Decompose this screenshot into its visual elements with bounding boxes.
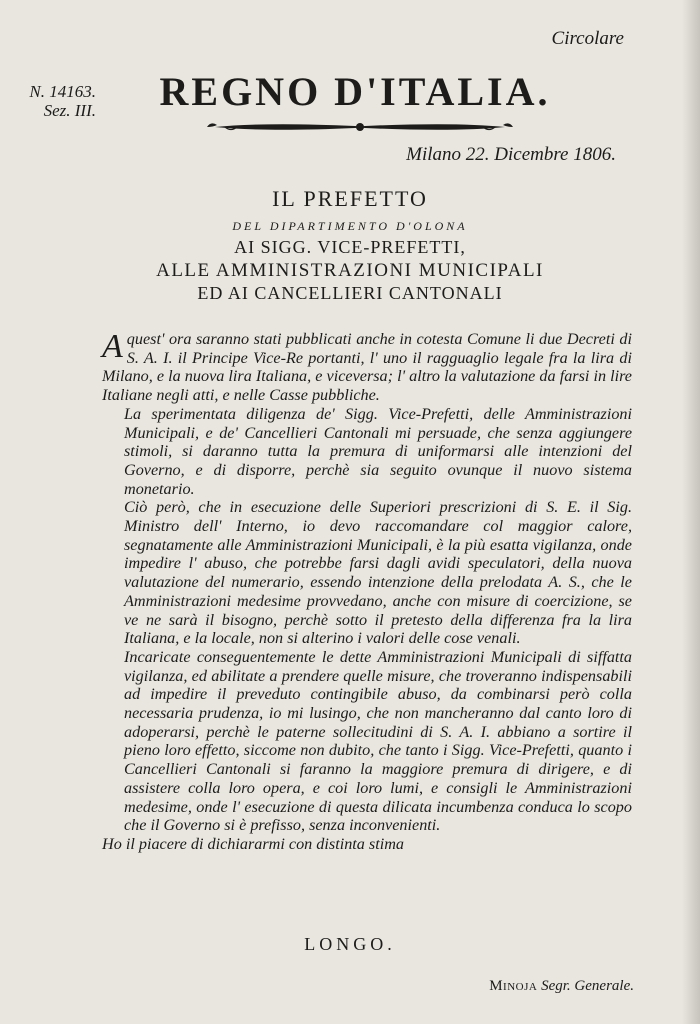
section-number: Sez. III. (43, 101, 96, 120)
protocol-number: N. 14163. (29, 82, 96, 101)
addressee-line-3: ED AI CANCELLIERI CANTONALI (197, 283, 503, 303)
main-title: REGNO D'ITALIA. (159, 69, 551, 114)
dipartimento-subtitle: DEL DIPARTIMENTO D'OLONA (232, 219, 468, 233)
prefetto-title: IL PREFETTO (272, 186, 428, 211)
drop-cap: A (102, 328, 123, 365)
paragraph-1-text: quest' ora saranno stati pubblicati anche in cotesta Comune li due Decreti di S. A. I. il Principe Vice-Re portanti, l' uno il ragguaglio legale fra la lira di Milano, e la nuova lira Italiana, e viceversa; l' altro la valutazione da farsi in lire Italiane negli atti, e nelle Casse pubbliche. (102, 330, 632, 405)
dateline: Milano 22. Dicembre 1806. (406, 144, 616, 165)
ornament-divider-icon (205, 118, 515, 136)
secretary-line (489, 978, 634, 995)
secretary-name: Minoja (489, 978, 538, 994)
addressee-line-1: AI SIGG. VICE-PREFETTI, (234, 237, 466, 257)
addressee-line-2: ALLE AMMINISTRAZIONI MUNICIPALI (156, 260, 544, 281)
heading-block (0, 186, 700, 305)
secretary-role: Segr. Generale. (541, 978, 634, 994)
circolare-label: Circolare (551, 28, 624, 49)
letter-body (102, 330, 632, 854)
closing-line: Ho il piacere di dichiararmi con distinta stima (102, 834, 404, 853)
paragraph-4: Incaricate conseguentemente le dette Amministrazioni Municipali di siffatta vigilanza, ed abilitate a prendere quelle misure, che troveranno indispensabili ad impedire il preveduto contingibile abuso, da combinarsi però colla necessaria prudenza, io mi lusingo, che non mancheranno dal canto loro di adoperarsi, perchè le paterne sollecitudini di S. A. I. abbiano a sortire il pieno loro effetto, siccome non dubito, che tanto i Sigg. Vice-Prefetti, quanto i Cancellieri Cantonali si faranno la maggiore premura di dirigere, e di assistere colla loro opera, e coi loro lumi, e consigli le Amministrazioni medesime, onde l' esecuzione di questa dilicata incumbenza conduca lo scopo che il Governo si è prefisso, senza inconvenienti. (124, 647, 632, 835)
signature: LONGO. (304, 934, 396, 954)
paragraph-1 (102, 330, 632, 405)
paragraph-3: Ciò però, che in esecuzione delle Superiori prescrizioni di S. E. il Sig. Ministro dell' Interno, io devo raccomandare col maggior calore, segnatamente alle Amministrazioni Municipali, è la più esatta vigilanza, onde impedire l' abuso, che potrebbe farsi dagli avidi speculatori, della nuova valutazione del numerario, essendo intenzione della prelodata A. S., che le Amministrazioni medesime provvedano, anche con misure di coercizione, se ve ne sarà il bisogno, perchè sotto il pretesto della differenza fra la lira Italiana, e la locale, non si alterino i valori delle cose venali. (124, 498, 632, 648)
paragraph-2: La sperimentata diligenza de' Sigg. Vice-Prefetti, delle Amministrazioni Municipali, e de' Cancellieri Cantonali mi persuade, che senza aggiungere stimoli, si daranno tutta la premura di uniformarsi alle intenzioni del Governo, e di disporre, perchè sia seguito ovunque il nuovo sistema monetario. (124, 404, 632, 498)
